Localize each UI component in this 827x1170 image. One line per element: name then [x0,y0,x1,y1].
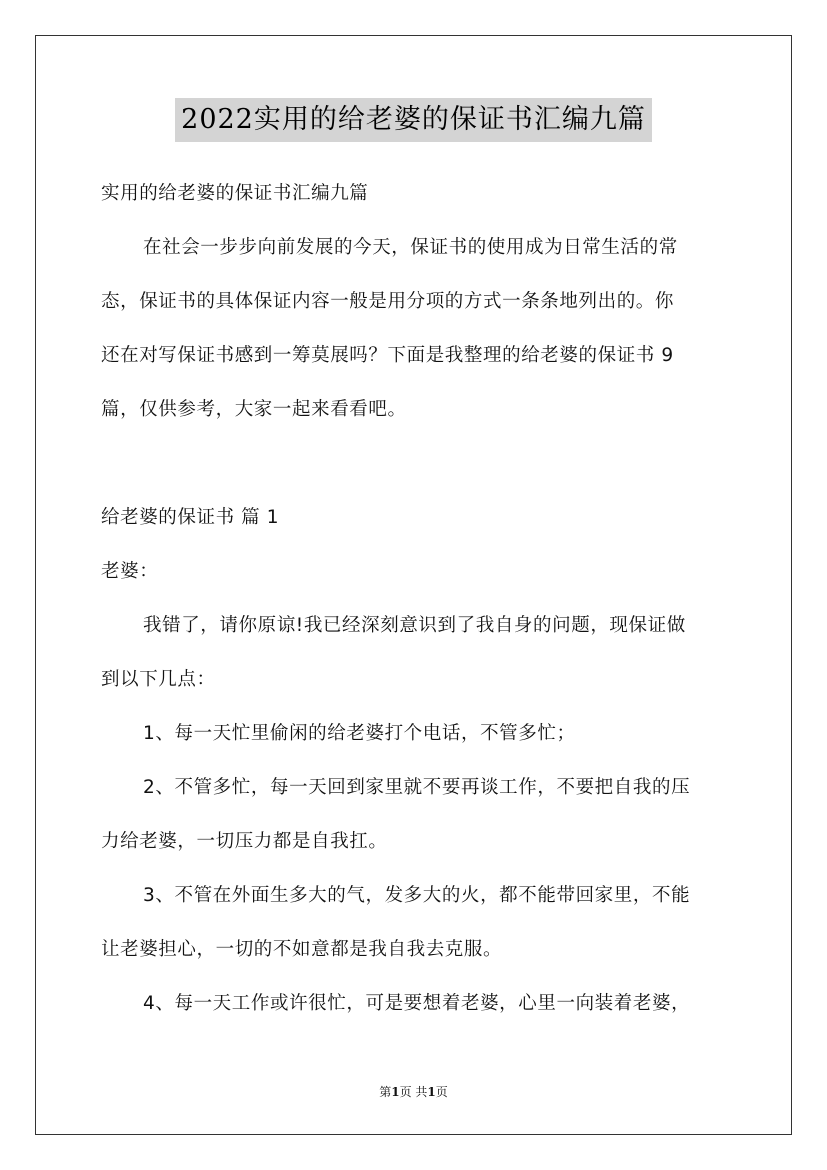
document-title: 2022实用的给老婆的保证书汇编九篇 [175,98,652,142]
footer-mid: 页 共 [399,1085,428,1099]
salutation: 老婆： [101,561,159,582]
list-item-continuation: 力给老婆，一切压力都是自我扛。 [101,831,388,852]
paragraph-line: 态，保证书的具体保证内容一般是用分项的方式一条条地列出的。你 [101,291,675,312]
list-item: 4、每一天工作或许很忙，可是要想着老婆，心里一向装着老婆， [143,993,691,1014]
subtitle-line: 实用的给老婆的保证书汇编九篇 [101,183,369,204]
section-heading: 给老婆的保证书 篇 1 [101,507,280,528]
list-item-continuation: 让老婆担心，一切的不如意都是我自我去克服。 [101,939,503,960]
list-item: 2、不管多忙，每一天回到家里就不要再谈工作，不要把自我的压 [143,777,691,798]
paragraph-line: 到以下几点： [101,669,216,690]
footer-page-number: 1 [391,1085,400,1099]
paragraph-line: 在社会一步步向前发展的今天，保证书的使用成为日常生活的常 [143,237,678,258]
page-footer [0,1083,827,1100]
paragraph-line: 篇，仅供参考，大家一起来看看吧。 [101,399,407,420]
title-container [0,98,827,142]
list-item: 3、不管在外面生多大的气，发多大的火，都不能带回家里，不能 [143,885,691,906]
footer-prefix: 第 [379,1085,392,1099]
paragraph-line: 还在对写保证书感到一筹莫展吗？下面是我整理的给老婆的保证书 9 [101,345,674,366]
footer-page-total: 1 [427,1085,436,1099]
list-item: 1、每一天忙里偷闲的给老婆打个电话，不管多忙； [143,723,576,744]
paragraph-line: 我错了，请你原谅!我已经深刻意识到了我自身的问题，现保证做 [143,615,686,636]
footer-suffix: 页 [435,1085,448,1099]
